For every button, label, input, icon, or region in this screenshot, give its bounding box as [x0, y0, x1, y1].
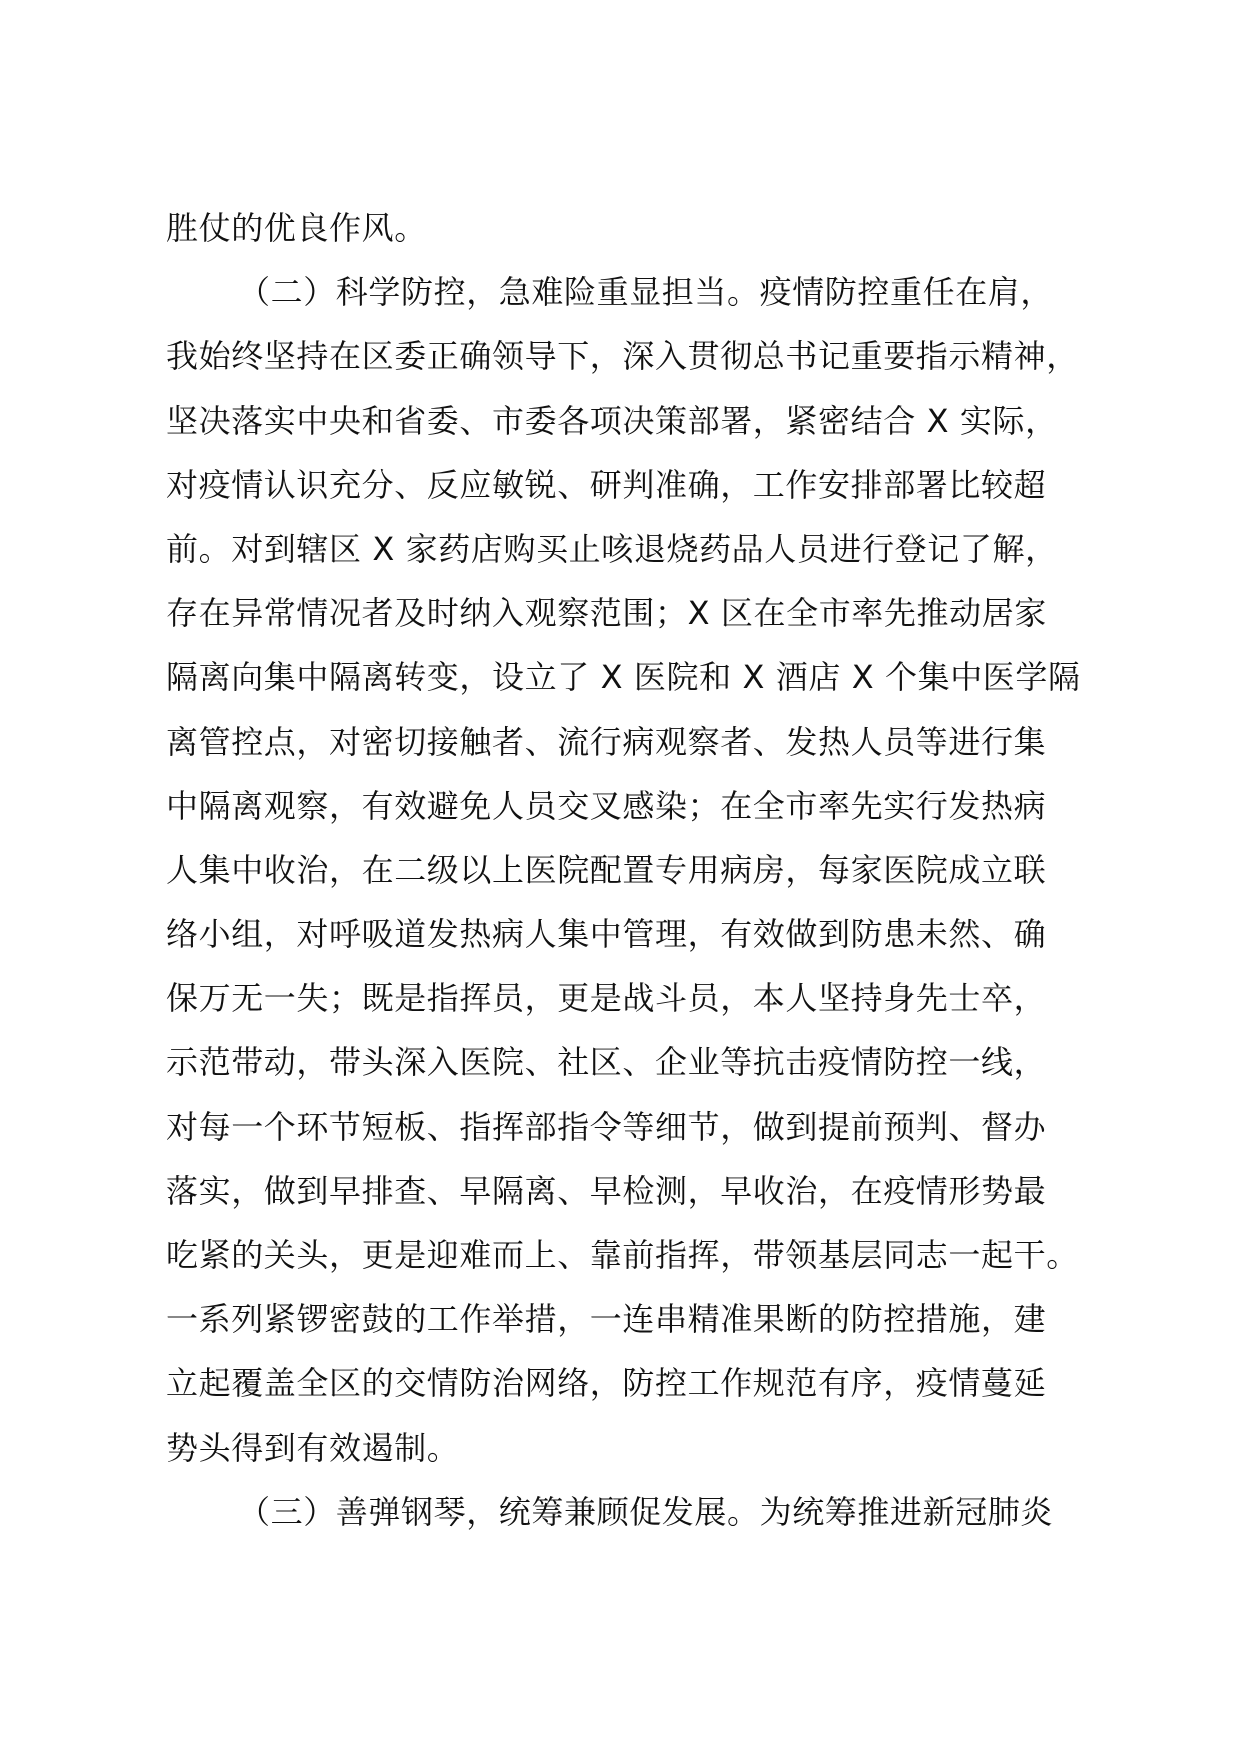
text-line: 胜仗的优良作风。 [166, 209, 427, 247]
text-line: 对疫情认识充分、反应敏锐、研判准确，工作安排部署比较超 [166, 465, 1047, 504]
text-line: 中隔离观察，有效避免人员交叉感染；在全市率先实行发热病 [166, 786, 1047, 825]
text-line: 存在异常情况者及时纳入观察范围；X 区在全市率先推动居家 [166, 594, 1047, 633]
text-line: 保万无一失；既是指挥员，更是战斗员，本人坚持身先士卒， [166, 979, 1047, 1018]
section-heading-line: （二）科学防控，急难险重显担当。疫情防控重任在肩， [238, 273, 1054, 312]
text-line: 吃紧的关头，更是迎难而上、靠前指挥，带领基层同志一起干。 [166, 1236, 1079, 1274]
text-line: 立起覆盖全区的交情防治网络，防控工作规范有序，疫情蔓延 [166, 1364, 1047, 1403]
text-line: 前。对到辖区 X 家药店购买止咳退烧药品人员进行登记了解， [166, 529, 1058, 568]
text-line: 离管控点，对密切接触者、流行病观察者、发热人员等进行集 [166, 722, 1047, 761]
text-line: 络小组，对呼吸道发热病人集中管理，有效做到防患未然、确 [166, 915, 1047, 954]
text-line: 隔离向集中隔离转变，设立了 X 医院和 X 酒店 X 个集中医学隔 [166, 658, 1081, 697]
section-heading-line: （三）善弹钢琴，统筹兼顾促发展。为统筹推进新冠肺炎 [238, 1492, 1054, 1531]
text-line: 我始终坚持在区委正确领导下，深入贯彻总书记重要指示精神， [166, 337, 1079, 376]
text-line: 一系列紧锣密鼓的工作举措，一连串精准果断的防控措施，建 [166, 1300, 1047, 1339]
text-line: 落实，做到早排查、早隔离、早检测，早收治，在疫情形势最 [166, 1171, 1047, 1210]
body-text [166, 196, 1086, 1544]
text-line: 坚决落实中央和省委、市委各项决策部署，紧密结合 X 实际， [166, 401, 1058, 440]
text-line: 势头得到有效遏制。 [166, 1428, 460, 1467]
text-line: 对每一个环节短板、指挥部指令等细节，做到提前预判、督办 [166, 1107, 1047, 1146]
text-line: 示范带动，带头深入医院、社区、企业等抗击疫情防控一线， [166, 1043, 1047, 1082]
text-line: 人集中收治，在二级以上医院配置专用病房，每家医院成立联 [166, 850, 1047, 889]
